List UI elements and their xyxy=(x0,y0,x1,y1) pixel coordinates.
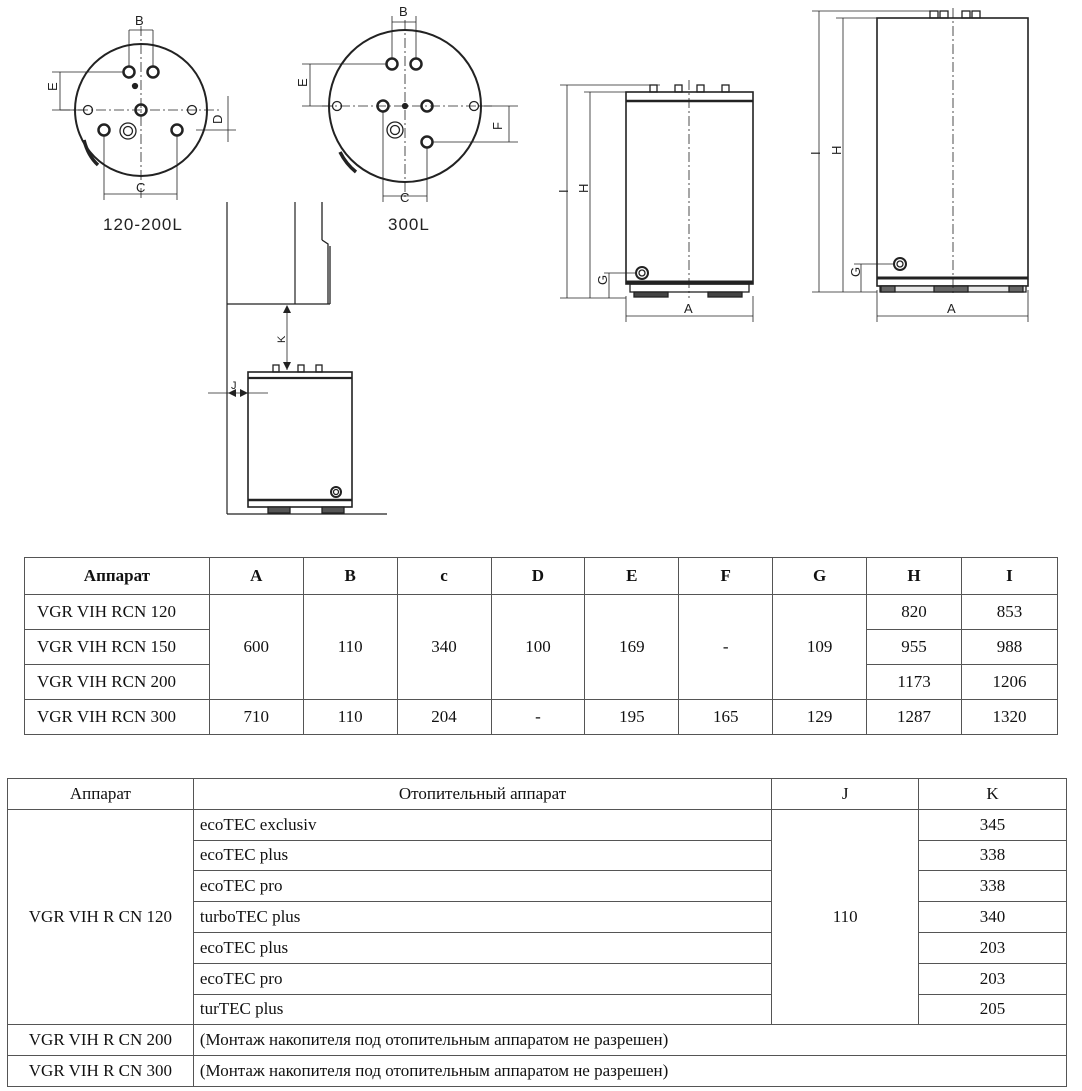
dimensions-header-row xyxy=(25,558,1058,595)
header-b: B xyxy=(303,558,397,595)
cell-k: 338 xyxy=(919,840,1067,871)
dim-label-b-large: B xyxy=(399,4,408,19)
model-name: VGR VIH RCN 200 xyxy=(25,665,210,700)
cell-k: 338 xyxy=(919,871,1067,902)
heater-name: ecoTEC exclusiv xyxy=(193,809,771,840)
cell-h: 955 xyxy=(867,630,962,665)
dim-label-a-large: A xyxy=(947,301,956,316)
table-row xyxy=(8,1025,1067,1056)
header-d: D xyxy=(491,558,585,595)
heater-name: turTEC plus xyxy=(193,994,771,1025)
cell-g: 129 xyxy=(773,700,867,735)
dim-label-g-small: G xyxy=(595,274,610,285)
cell-i: 1206 xyxy=(961,665,1057,700)
installation-table xyxy=(7,778,1067,1087)
header-g: G xyxy=(773,558,867,595)
heater-name: ecoTEC plus xyxy=(193,840,771,871)
heater-name: ecoTEC pro xyxy=(193,871,771,902)
header-apparat: Аппарат xyxy=(25,558,210,595)
dim-label-f-large: F xyxy=(490,122,505,130)
cell-j: 110 xyxy=(772,809,919,1025)
dim-label-i-small: I xyxy=(556,189,571,193)
installation-note: (Монтаж накопителя под отопительным аппаратом не разрешен) xyxy=(193,1025,1066,1056)
top-view-large-label: 300L xyxy=(388,215,430,234)
cell-f: - xyxy=(679,595,773,700)
cell-d: 100 xyxy=(491,595,585,700)
cell-k: 340 xyxy=(919,902,1067,933)
model-name: VGR VIH RCN 300 xyxy=(25,700,210,735)
cell-i: 1320 xyxy=(961,700,1057,735)
model-name: VGR VIH RCN 120 xyxy=(25,595,210,630)
installation-note: (Монтаж накопителя под отопительным аппаратом не разрешен) xyxy=(193,1056,1066,1087)
dim-label-b-small: B xyxy=(135,13,144,28)
cell-d: - xyxy=(491,700,585,735)
header-k: K xyxy=(919,779,1067,810)
heater-name: ecoTEC plus xyxy=(193,932,771,963)
cell-b: 110 xyxy=(303,595,397,700)
cell-h: 1287 xyxy=(867,700,962,735)
header-c: c xyxy=(397,558,491,595)
cell-f: 165 xyxy=(679,700,773,735)
cell-i: 988 xyxy=(961,630,1057,665)
dim-label-g-large: G xyxy=(848,266,863,277)
cell-b: 110 xyxy=(303,700,397,735)
header-f: F xyxy=(679,558,773,595)
dim-label-c-large: C xyxy=(400,190,410,205)
cell-c: 340 xyxy=(397,595,491,700)
cell-i: 853 xyxy=(961,595,1057,630)
header-apparat: Аппарат xyxy=(8,779,194,810)
table-row xyxy=(25,700,1058,735)
dim-label-i-large: I xyxy=(808,151,823,155)
heater-name: turboTEC plus xyxy=(193,902,771,933)
top-view-small-label: 120-200L xyxy=(103,215,183,234)
installation-view xyxy=(208,202,387,514)
dim-label-e-large: E xyxy=(295,78,310,87)
cell-k: 345 xyxy=(919,809,1067,840)
heater-name: ecoTEC pro xyxy=(193,963,771,994)
cell-h: 1173 xyxy=(867,665,962,700)
cell-h: 820 xyxy=(867,595,962,630)
model-name: VGR VIH R CN 120 xyxy=(8,809,194,1025)
header-h: H xyxy=(867,558,962,595)
side-view-small xyxy=(560,80,753,322)
header-j: J xyxy=(772,779,919,810)
header-e: E xyxy=(585,558,679,595)
dim-label-a-small: A xyxy=(684,301,693,316)
cell-a: 600 xyxy=(209,595,303,700)
header-i: I xyxy=(961,558,1057,595)
dim-label-k: K xyxy=(276,335,288,343)
table-row xyxy=(8,809,1067,840)
cell-k: 205 xyxy=(919,994,1067,1025)
dim-label-e-small: E xyxy=(45,82,60,91)
dimensions-table xyxy=(24,557,1058,735)
cell-k: 203 xyxy=(919,963,1067,994)
model-name: VGR VIH R CN 200 xyxy=(8,1025,194,1056)
header-heating-unit: Отопительный аппарат xyxy=(193,779,771,810)
cell-k: 203 xyxy=(919,932,1067,963)
dim-label-h-large: H xyxy=(829,145,844,155)
side-view-large xyxy=(812,8,1028,322)
cell-g: 109 xyxy=(773,595,867,700)
header-a: A xyxy=(209,558,303,595)
dim-label-j: J xyxy=(231,380,237,392)
technical-drawing xyxy=(0,0,1082,545)
cell-c: 204 xyxy=(397,700,491,735)
dim-label-h-small: H xyxy=(576,183,591,193)
dim-label-c-small: C xyxy=(136,180,146,195)
table-row xyxy=(25,595,1058,630)
model-name: VGR VIH RCN 150 xyxy=(25,630,210,665)
installation-header-row xyxy=(8,779,1067,810)
table-row xyxy=(8,1056,1067,1087)
top-view-small xyxy=(52,26,236,200)
cell-e: 195 xyxy=(585,700,679,735)
cell-e: 169 xyxy=(585,595,679,700)
cell-a: 710 xyxy=(209,700,303,735)
model-name: VGR VIH R CN 300 xyxy=(8,1056,194,1087)
top-view-large xyxy=(302,16,518,202)
dim-label-d-small: D xyxy=(210,114,225,124)
